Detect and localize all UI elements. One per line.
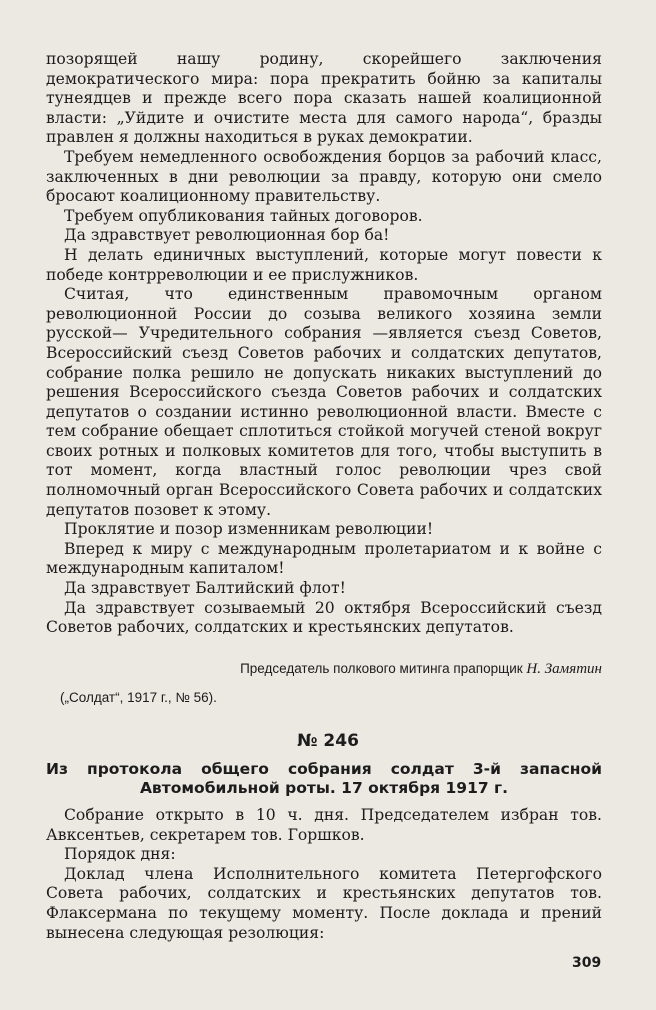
protocol-text-block bbox=[46, 806, 602, 943]
signature-title: Председатель полкового митинга прапорщик bbox=[240, 661, 523, 676]
paragraph: Проклятие и позор изменникам революции! bbox=[64, 520, 434, 539]
paragraph: Порядок дня: bbox=[64, 845, 176, 864]
paragraph: Требуем немедленного освобождения борцов за рабочий класс, заключенных в дни революции за правду, которую они смело бросают коалиционному правительству. bbox=[46, 147, 602, 206]
heading-line-2: Автомобильной роты. 17 октября 1917 г. bbox=[139, 779, 509, 797]
source-citation: („Солдат“, 1917 г., № 56). bbox=[60, 690, 217, 705]
paragraph: Доклад члена Исполнительного комитета Петергофского Совета рабочих, солдатских и крестьянских депутатов тов. Флаксермана по текущему моменту. После доклада и прений вынесена следующая резолюция: bbox=[46, 864, 602, 942]
heading-line-1: Из протокола общего собрания солдат 3-й запасной bbox=[46, 760, 602, 778]
main-text-block bbox=[46, 50, 602, 638]
document-heading bbox=[46, 760, 602, 798]
paragraph: Да здравствует революционная бор ба! bbox=[64, 226, 390, 245]
paragraph: Н делать единичных выступлений, которые могут повести к победе контрреволюции и ее прислужников. bbox=[46, 245, 602, 284]
paragraph: позорящей нашу родину, скорейшего заключения демократического мира: пора прекратить бойню за капиталы тунеядцев и прежде всего пора сказать нашей коалиционной власти: „Уйдите и очистите места для самого народа“, бразды правлен я должны находиться в руках демократии. bbox=[46, 50, 602, 147]
signature-name: Н. Замятин bbox=[526, 661, 602, 677]
signature-line bbox=[236, 661, 602, 678]
document-number: № 246 bbox=[297, 731, 359, 751]
paragraph: Считая, что единственным правомочным органом революционной России до созыва великого хозяина земли русской— Учредительного собрания —является съезд Советов, Всероссийский съезд Советов рабочих и солдатских депутатов, собрание полка решило не допускать никаких выступлений до решения Всероссийского съезда Советов рабочих и солдатских депутатов о создании истинно революционной власти. Вместе с тем собрание обещает сплотиться стойкой могучей стеной вокруг своих ротных и полковых комитетов для того, чтобы выступить в тот момент, когда властный голос революции чрез свой полномочный орган Всероссийского Совета рабочих и солдатских депутатов позовет к этому. bbox=[46, 285, 602, 519]
paragraph: Требуем опубликования тайных договоров. bbox=[64, 206, 423, 225]
page-number: 309 bbox=[572, 955, 602, 971]
paragraph: Вперед к миру с международным пролетариатом и к войне с международным капиталом! bbox=[46, 539, 602, 578]
paragraph: Да здравствует созываемый 20 октября Всероссийский съезд Советов рабочих, солдатских и крестьянских депутатов. bbox=[46, 598, 602, 637]
paragraph: Да здравствует Балтийский флот! bbox=[64, 579, 346, 598]
paragraph: Собрание открыто в 10 ч. дня. Председателем избран тов. Авксентьев, секретарем тов. Горшков. bbox=[46, 806, 602, 844]
